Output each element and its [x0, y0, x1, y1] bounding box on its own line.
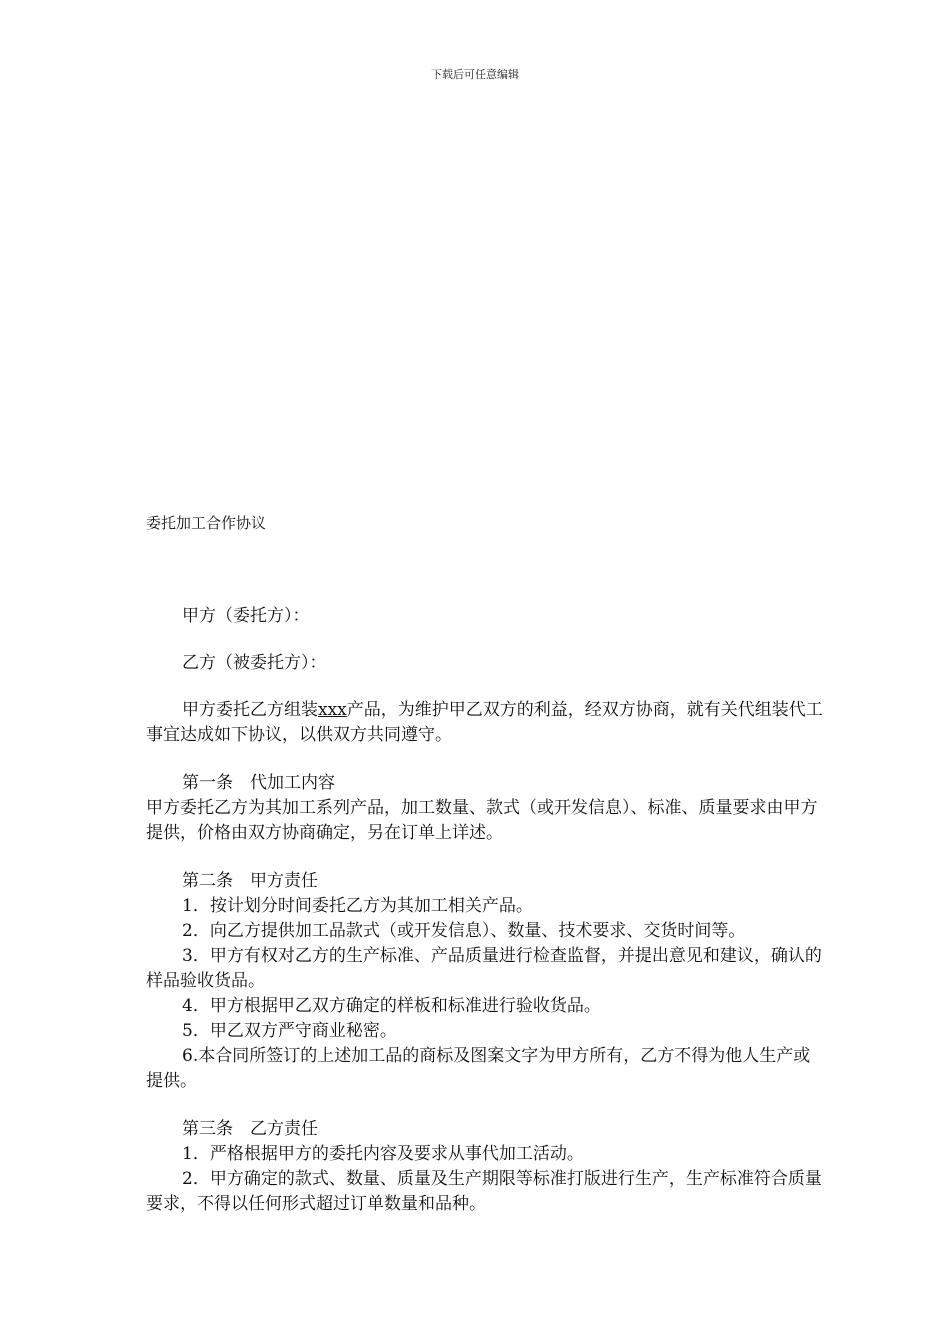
document-body [146, 604, 826, 1217]
article-2-item-4: 4．甲方根据甲乙双方确定的样板和标准进行验收货品。 [182, 996, 601, 1016]
party-a-line: 甲方（委托方）： [182, 606, 310, 626]
article-3-heading: 第三条 乙方责任 [182, 1119, 318, 1139]
article-1-body: 甲方委托乙方为其加工系列产品，加工数量、款式（或开发信息）、标准、质量要求由甲方提供，价格由双方协商确定，另在订单上详述。 [146, 798, 818, 843]
article-2-item-3: 3．甲方有权对乙方的生产标准、产品质量进行检查监督，并提出意见和建议，确认的样品验收货品。 [146, 946, 822, 991]
article-2-item-5: 5．甲乙双方严守商业秘密。 [182, 1021, 397, 1041]
article-1-heading: 第一条 代加工内容 [182, 773, 335, 793]
article-2-item-2: 2．向乙方提供加工品款式（或开发信息）、数量、技术要求、交货时间等。 [182, 921, 746, 941]
product-placeholder: xxx [318, 700, 347, 720]
document-title: 委托加工合作协议 [146, 514, 267, 532]
header-note: 下载后可任意编辑 [431, 68, 519, 81]
article-2-item-1: 1．按计划分时间委托乙方为其加工相关产品。 [182, 896, 533, 916]
article-3-item-2: 2．甲方确定的款式、数量、质量及生产期限等标准打版进行生产，生产标准符合质量要求，不得以任何形式超过订单数量和品种。 [146, 1169, 822, 1214]
intro-paragraph [146, 698, 826, 748]
intro-after: 产品，为维护甲乙双方的利益，经双方协商，就有关代组装代工事宜达成如下协议，以供双方共同遵守。 [146, 700, 823, 745]
article-2-item-6: 6.本合同所签订的上述加工品的商标及图案文字为甲方所有，乙方不得为他人生产或提供。 [146, 1046, 811, 1091]
article-2-heading: 第二条 甲方责任 [182, 871, 318, 891]
intro-before: 甲方委托乙方组装 [182, 700, 318, 720]
article-3-item-1: 1．严格根据甲方的委托内容及要求从事代加工活动。 [182, 1144, 584, 1164]
party-b-line: 乙方（被委托方）： [182, 653, 327, 673]
